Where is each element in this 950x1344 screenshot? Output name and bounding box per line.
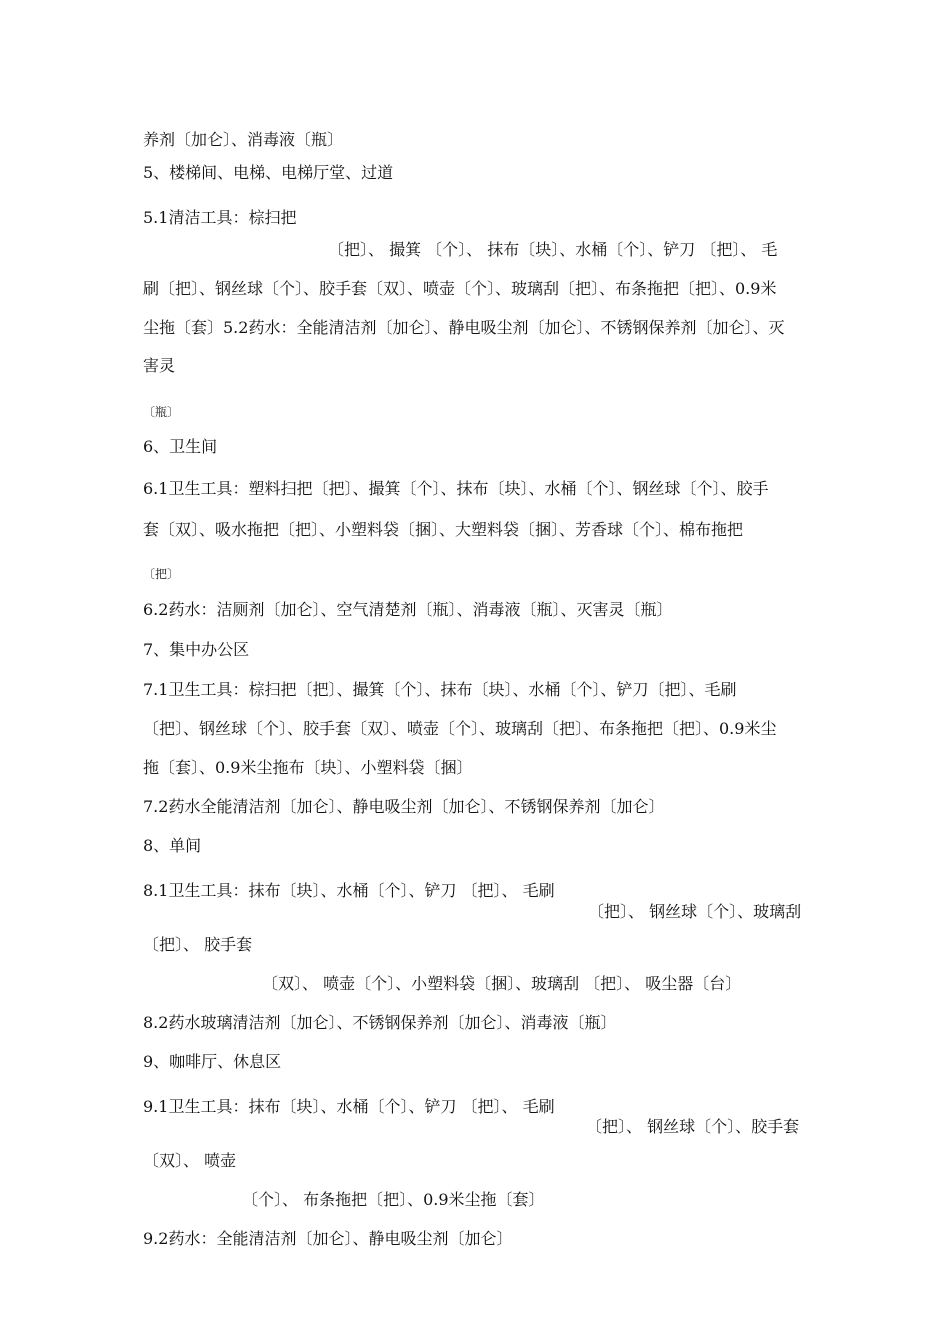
text-line: 拖〔套〕、0.9米尘拖布〔块〕、小塑料袋〔捆〕 <box>143 758 473 777</box>
text-line: 〔个〕、 布条拖把〔把〕、0.9米尘拖〔套〕 <box>242 1190 545 1209</box>
text-line: 6.1卫生工具：塑料扫把〔把〕、撮箕〔个〕、抹布〔块〕、水桶〔个〕、钢丝球〔个〕、胶手 <box>143 479 769 498</box>
text-line: 养剂〔加仑〕、消毒液〔瓶〕 <box>143 130 344 149</box>
text-line: 〔双〕、 喷壶〔个〕、小塑料袋〔捆〕、玻璃刮 〔把〕、 吸尘器〔台〕 <box>262 974 742 993</box>
text-line: 7.2药水全能清洁剂〔加仑〕、静电吸尘剂〔加仑〕、不锈钢保养剂〔加仑〕 <box>143 797 665 816</box>
text-line: 害灵 <box>143 356 176 375</box>
text-line: 6.2药水：洁厕剂〔加仑〕、空气清楚剂〔瓶〕、消毒液〔瓶〕、灭害灵〔瓶〕 <box>143 600 673 619</box>
text-line: 9.1卫生工具：抹布〔块〕、水桶〔个〕、铲刀 〔把〕、 毛刷 <box>143 1097 555 1116</box>
text-line: 〔把〕、 钢丝球〔个〕、玻璃刮 <box>588 902 802 921</box>
text-line: 〔把〕、 撮箕 〔个〕、 抹布〔块〕、水桶〔个〕、铲刀 〔把〕、 毛 <box>328 240 778 259</box>
text-line: 5.1清洁工具：棕扫把 <box>143 208 297 227</box>
section-heading: 6、卫生间 <box>143 437 218 456</box>
section-heading: 7、集中办公区 <box>143 640 250 659</box>
section-heading: 8、单间 <box>143 836 202 855</box>
text-line: 8.2药水玻璃清洁剂〔加仑〕、不锈钢保养剂〔加仑〕、消毒液〔瓶〕 <box>143 1013 617 1032</box>
text-line: 〔把〕 <box>143 567 180 581</box>
text-line: 尘拖〔套〕5.2药水：全能清洁剂〔加仑〕、静电吸尘剂〔加仑〕、不锈钢保养剂〔加仑〕、灭 <box>143 318 785 337</box>
text-line: 8.1卫生工具：抹布〔块〕、水桶〔个〕、铲刀 〔把〕、 毛刷 <box>143 881 555 900</box>
section-heading: 5、楼梯间、电梯、电梯厅堂、过道 <box>143 163 394 182</box>
text-line: 套〔双〕、吸水拖把〔把〕、小塑料袋〔捆〕、大塑料袋〔捆〕、芳香球〔个〕、棉布拖把 <box>143 520 744 539</box>
text-line: 〔把〕、钢丝球〔个〕、胶手套〔双〕、喷壶〔个〕、玻璃刮〔把〕、布条拖把〔把〕、0.9米尘 <box>143 719 777 738</box>
text-line: 〔瓶〕 <box>143 405 180 419</box>
section-heading: 9、咖啡厅、休息区 <box>143 1052 282 1071</box>
text-line: 〔把〕、 钢丝球〔个〕、胶手套 <box>586 1117 800 1136</box>
text-line: 〔把〕、 胶手套 <box>143 935 253 954</box>
text-line: 7.1卫生工具：棕扫把〔把〕、撮箕〔个〕、抹布〔块〕、水桶〔个〕、铲刀〔把〕、毛刷 <box>143 680 737 699</box>
text-line: 9.2药水：全能清洁剂〔加仑〕、静电吸尘剂〔加仑〕 <box>143 1229 513 1248</box>
text-line: 刷〔把〕、钢丝球〔个〕、胶手套〔双〕、喷壶〔个〕、玻璃刮〔把〕、布条拖把〔把〕、0.9米 <box>143 279 777 298</box>
text-line: 〔双〕、 喷壶 <box>143 1151 237 1170</box>
